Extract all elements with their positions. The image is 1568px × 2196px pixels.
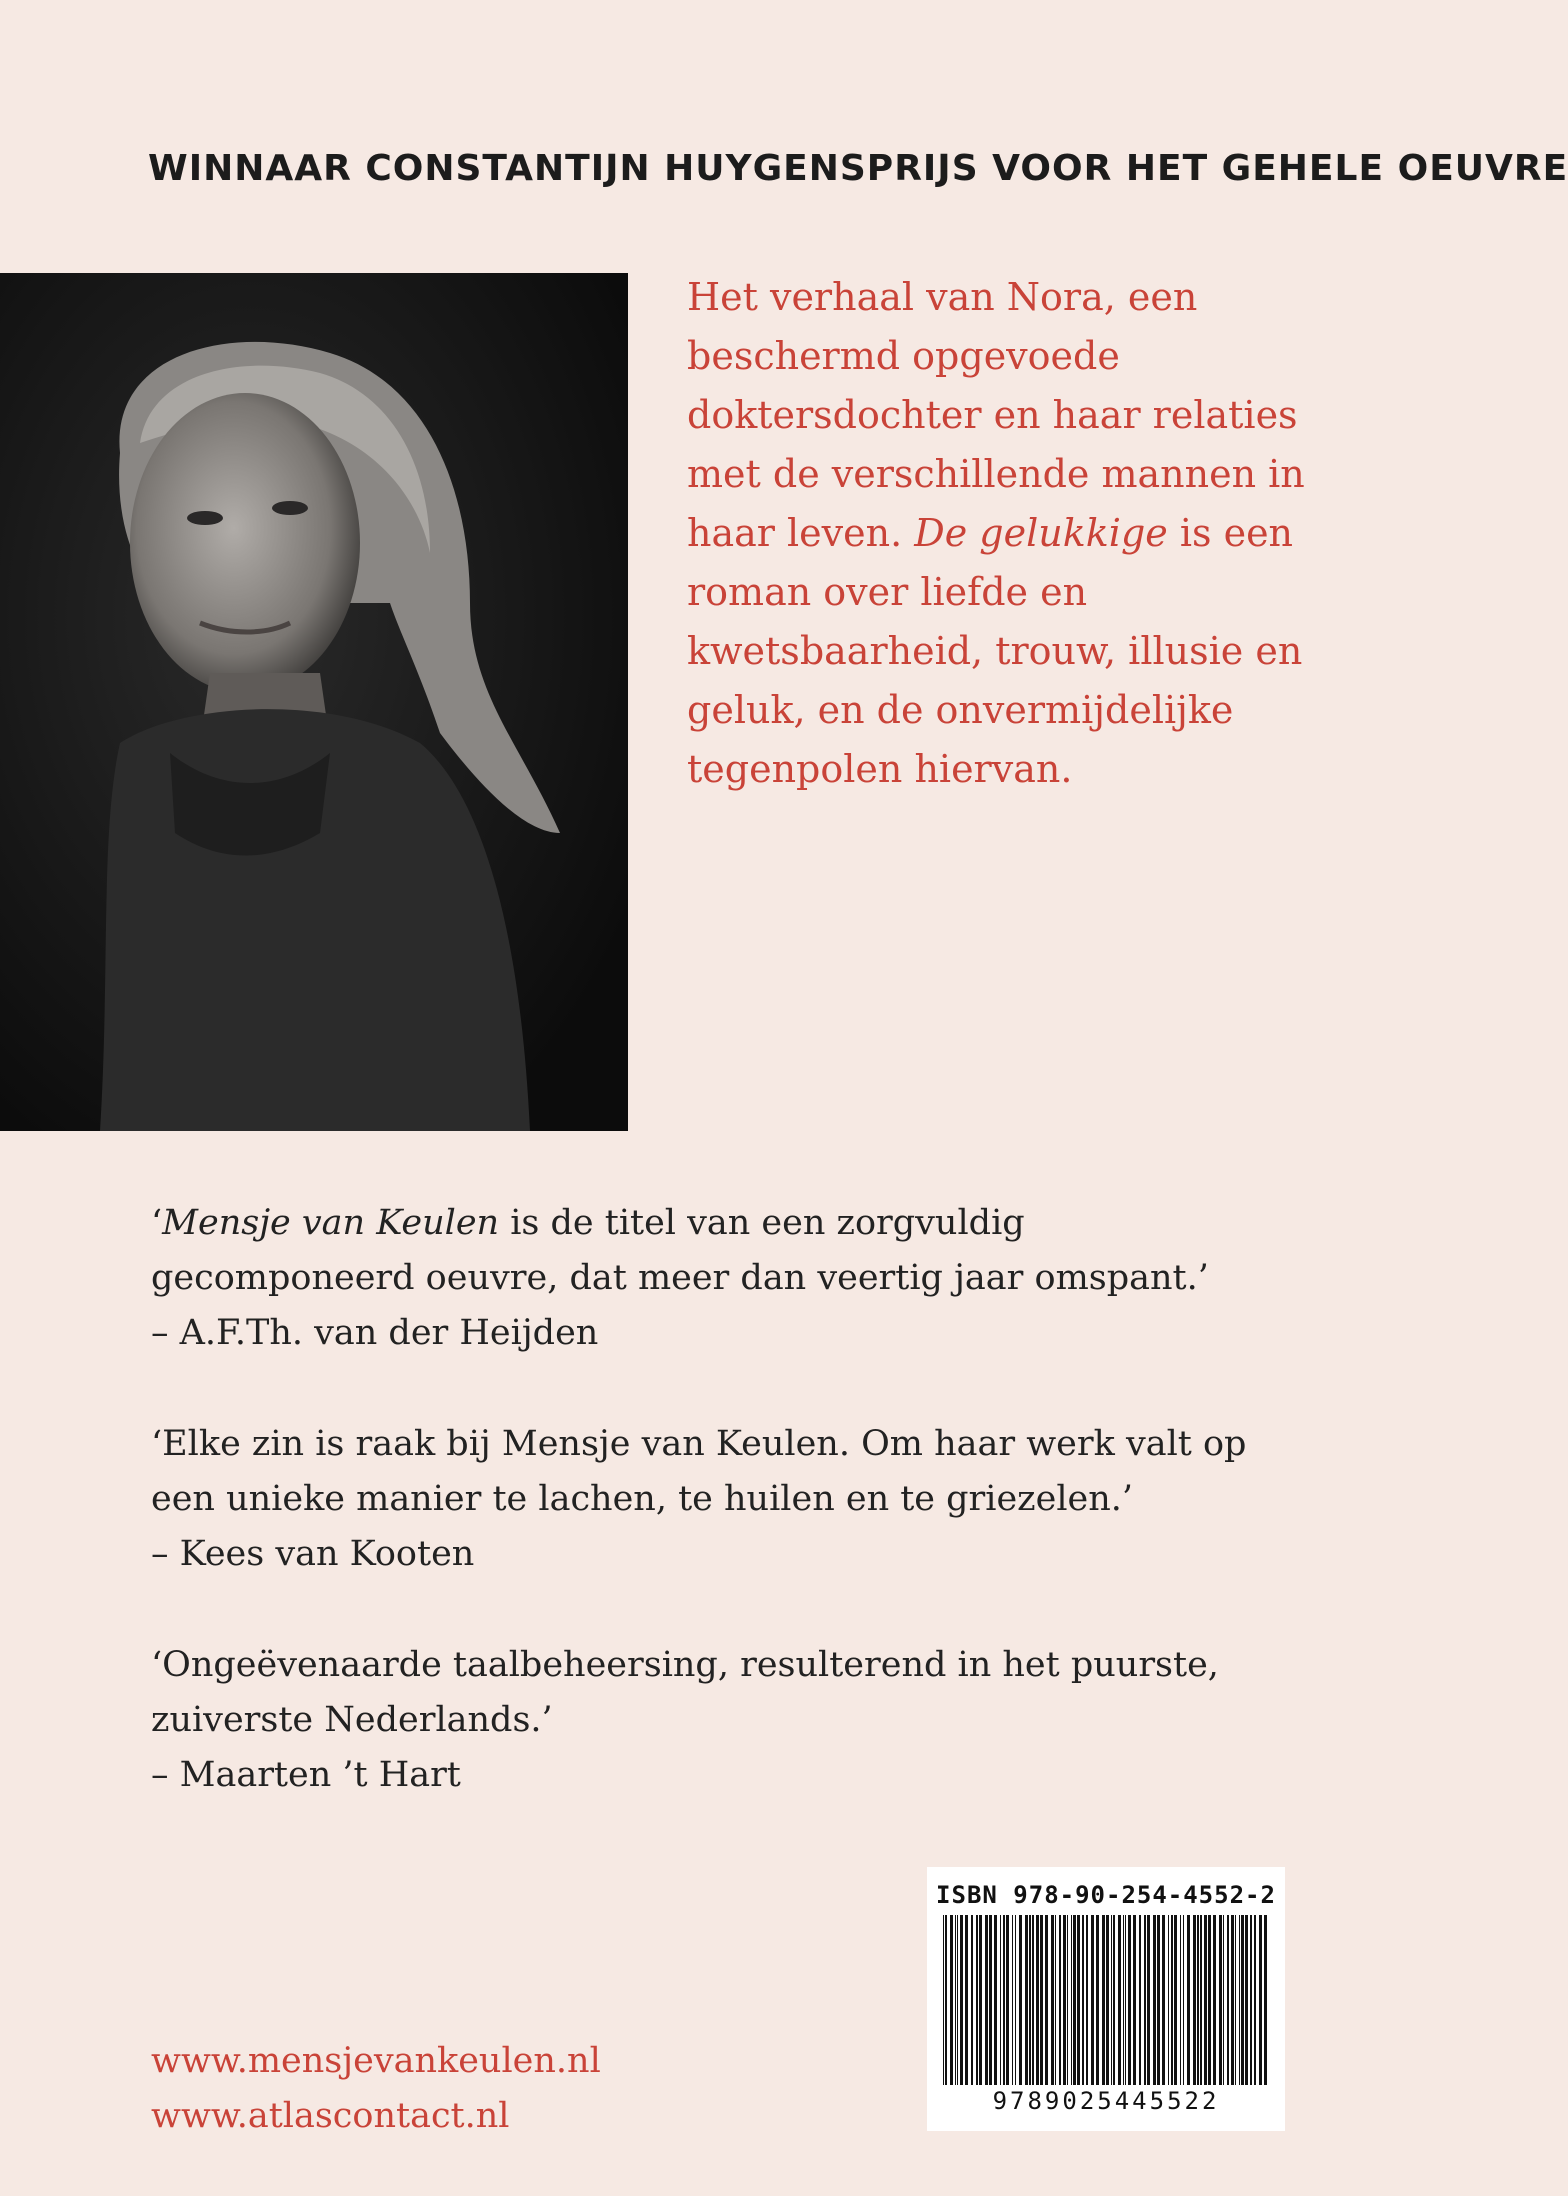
barcode-bar — [1055, 1915, 1056, 2085]
barcode-bar — [1213, 1915, 1216, 2085]
review-quote — [151, 1196, 1251, 1361]
isbn-label: ISBN 978-90-254-4552-2 — [936, 1881, 1276, 1909]
barcode-bar — [1204, 1915, 1207, 2085]
quote-open-mark: ‘ — [151, 1203, 163, 1243]
barcode-bar — [955, 1915, 956, 2085]
barcode-bar — [971, 1915, 973, 2085]
book-blurb — [687, 268, 1337, 799]
barcode-bar — [960, 1915, 963, 2085]
barcode-bar — [1208, 1915, 1211, 2085]
barcode-bar — [1106, 1915, 1109, 2085]
barcode-bar — [950, 1915, 953, 2085]
quote-text: ‘Ongeëvenaarde taalbeheersing, resulterend in het puurste, zuiverste Nederlands.’ — [151, 1645, 1219, 1740]
barcode-bar — [1147, 1915, 1150, 2085]
quote-text: is de titel van een zorgvuldig gecomponeerd oeuvre, dat meer dan veertig jaar omspant.’ — [151, 1203, 1209, 1298]
barcode-bar — [1025, 1915, 1028, 2085]
barcode-bar — [965, 1915, 968, 2085]
barcode-bar — [1264, 1915, 1267, 2085]
barcode-bar — [1231, 1915, 1234, 2085]
barcode-bar — [1180, 1915, 1181, 2085]
barcode-bar — [1153, 1915, 1156, 2085]
quote-text: ‘Elke zin is raak bij Mensje van Keulen. Om haar werk valt op een unieke manier te lachen, te huilen en te griezelen.’ — [151, 1424, 1247, 1519]
barcode-bar — [957, 1915, 958, 2085]
barcode-bar — [1235, 1915, 1236, 2085]
review-quote — [151, 1417, 1251, 1582]
author-website-link[interactable]: www.mensjevankeulen.nl — [151, 2041, 601, 2081]
barcode-digits: 9789025445522 — [927, 2087, 1285, 2115]
barcode-bar — [1019, 1915, 1022, 2085]
publisher-website-link[interactable]: www.atlascontact.nl — [151, 2096, 510, 2136]
barcode-bar — [1067, 1915, 1068, 2085]
barcode-icon — [939, 1915, 1273, 2085]
barcode-bar — [943, 1915, 944, 2085]
quote-author: – A.F.Th. van der Heijden — [151, 1313, 599, 1353]
barcode-bar — [1125, 1915, 1126, 2085]
barcode-bar — [1123, 1915, 1124, 2085]
quote-italic-name: Mensje van Keulen — [162, 1203, 500, 1243]
review-quotes — [151, 1196, 1251, 1859]
barcode-bar — [1071, 1915, 1072, 2085]
barcode-bar — [976, 1915, 978, 2085]
barcode-bar — [1091, 1915, 1094, 2085]
barcode-bar — [1003, 1915, 1005, 2085]
blurb-text-part1: Het verhaal van Nora, een beschermd opgevoede doktersdochter en haar relaties met de verschillende mannen in haar leven. — [687, 275, 1305, 555]
blurb-book-title: De gelukkige — [914, 511, 1168, 555]
barcode-bar — [1239, 1915, 1240, 2085]
barcode-bar — [1006, 1915, 1009, 2085]
barcode-bar — [1259, 1915, 1262, 2085]
barcode-bar — [1029, 1915, 1031, 2085]
barcode-bar — [1144, 1915, 1146, 2085]
barcode-bar — [1193, 1915, 1196, 2085]
barcode-bar — [1032, 1915, 1034, 2085]
barcode-bar — [1059, 1915, 1061, 2085]
award-headline: WINNAAR CONSTANTIJN HUYGENSPRIJS VOOR HET GEHELE OEUVRE — [148, 148, 1568, 189]
barcode-bar — [1219, 1915, 1222, 2085]
author-portrait-icon — [0, 273, 628, 1131]
barcode-bar — [1082, 1915, 1084, 2085]
barcode-bar — [1245, 1915, 1248, 2085]
barcode-bar — [989, 1915, 992, 2085]
barcode-bar — [1139, 1915, 1141, 2085]
website-links — [151, 2034, 601, 2144]
blurb-text-part2: is een roman over liefde en kwetsbaarheid, trouw, illusie en geluk, en de onvermijdelijke tegenpolen hiervan. — [687, 511, 1303, 791]
barcode-bar — [1241, 1915, 1244, 2085]
barcode-bar — [1086, 1915, 1088, 2085]
barcode-bar — [1111, 1915, 1112, 2085]
barcode-bar — [1000, 1915, 1001, 2085]
barcode-bar — [1168, 1915, 1169, 2085]
barcode-bar — [1162, 1915, 1165, 2085]
barcode-bar — [1073, 1915, 1076, 2085]
barcode-bar — [1254, 1915, 1256, 2085]
barcode-bar — [1250, 1915, 1252, 2085]
quote-author: – Kees van Kooten — [151, 1534, 475, 1574]
barcode-bar — [1223, 1915, 1224, 2085]
isbn-barcode — [927, 1867, 1285, 2131]
barcode-bar — [1040, 1915, 1043, 2085]
barcode-bar — [985, 1915, 988, 2085]
barcode-bar — [1113, 1915, 1115, 2085]
barcode-bar — [1174, 1915, 1177, 2085]
barcode-bar — [979, 1915, 982, 2085]
barcode-bar — [1096, 1915, 1099, 2085]
barcode-bar — [1128, 1915, 1131, 2085]
barcode-bar — [945, 1915, 947, 2085]
barcode-bar — [1183, 1915, 1184, 2085]
barcode-bar — [1036, 1915, 1039, 2085]
barcode-bar — [1063, 1915, 1066, 2085]
review-quote — [151, 1638, 1251, 1803]
quote-author: – Maarten ’t Hart — [151, 1755, 461, 1795]
author-photo — [0, 273, 628, 1131]
barcode-bar — [1118, 1915, 1121, 2085]
barcode-bar — [1077, 1915, 1080, 2085]
barcode-bar — [1045, 1915, 1048, 2085]
barcode-bar — [1102, 1915, 1105, 2085]
barcode-bar — [1197, 1915, 1199, 2085]
barcode-bar — [1133, 1915, 1136, 2085]
barcode-bar — [1015, 1915, 1016, 2085]
barcode-bar — [1051, 1915, 1054, 2085]
barcode-bar — [1200, 1915, 1202, 2085]
barcode-bar — [1012, 1915, 1013, 2085]
barcode-bar — [1171, 1915, 1173, 2085]
barcode-bar — [994, 1915, 997, 2085]
barcode-bar — [1187, 1915, 1190, 2085]
barcode-bar — [1157, 1915, 1160, 2085]
barcode-bar — [1227, 1915, 1229, 2085]
